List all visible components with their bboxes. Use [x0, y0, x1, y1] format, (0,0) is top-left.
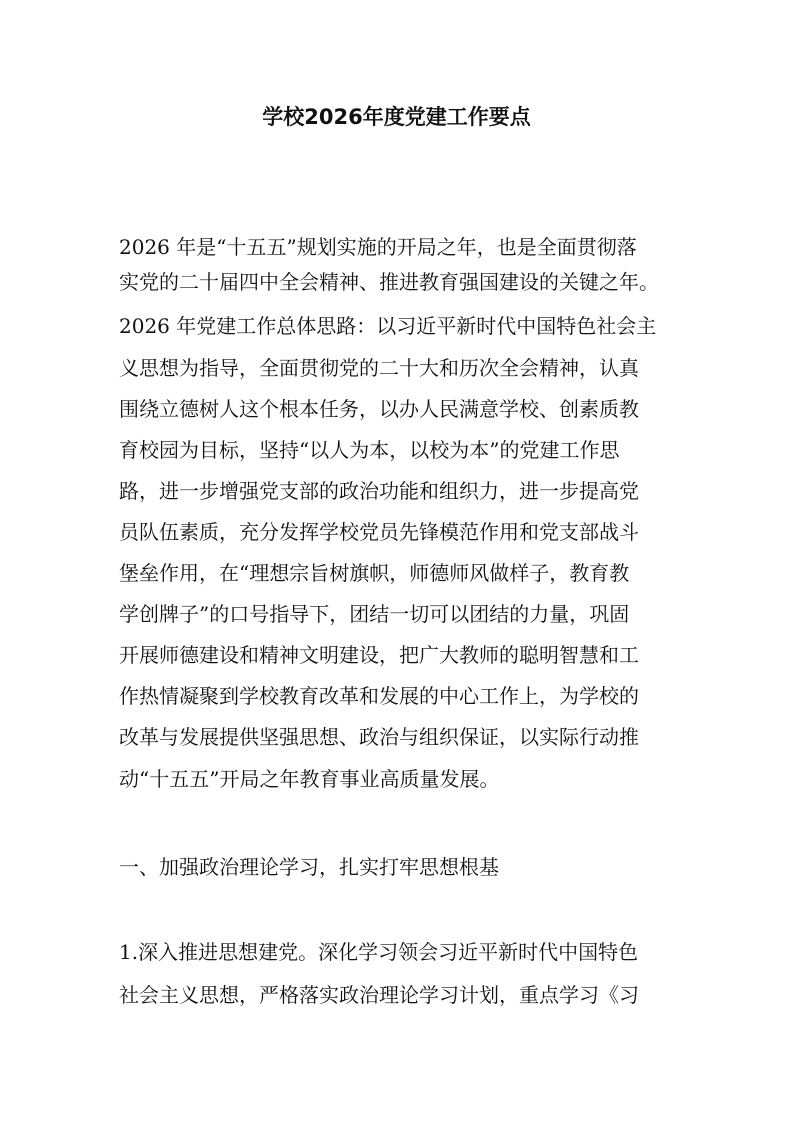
text-line: 育校园为目标，坚持“以人为本，以校为本”的党建工作思	[119, 438, 620, 462]
text-line: 1.深入推进思想建党。深化学习领会习近平新时代中国特色	[119, 940, 639, 964]
text-line: 改革与发展提供坚强思想、政治与组织保证，以实际行动推	[119, 725, 639, 749]
text-line: 开展师德建设和精神文明建设，把广大教师的聪明智慧和工	[119, 643, 639, 667]
text-line: 动“十五五”开局之年教育事业高质量发展。	[119, 767, 500, 791]
text-line: 路，进一步增强党支部的政治功能和组织力，进一步提高党	[119, 479, 639, 503]
text-line: 学创牌子”的口号指导下，团结一切可以团结的力量，巩固	[119, 602, 630, 626]
text-line: 实党的二十届四中全会精神、推进教育强国建设的关键之年。	[119, 270, 659, 294]
text-line: 义思想为指导，全面贯彻党的二十大和历次全会精神，认真	[119, 356, 639, 380]
text-line: 员队伍素质，充分发挥学校党员先锋模范作用和党支部战斗	[119, 520, 639, 544]
text-line: 作热情凝聚到学校教育改革和发展的中心工作上，为学校的	[119, 684, 639, 708]
text-line: 围绕立德树人这个根本任务，以办人民满意学校、创素质教	[119, 397, 639, 421]
text-line: 2026 年党建工作总体思路：以习近平新时代中国特色社会主	[119, 314, 657, 338]
text-line: 社会主义思想，严格落实政治理论学习计划，重点学习《习	[119, 983, 639, 1007]
text-line: 堡垒作用，在“理想宗旨树旗帜，师德师风做样子，教育教	[119, 561, 630, 585]
text-line: 2026 年是“十五五”规划实施的开局之年，也是全面贯彻落	[119, 235, 637, 259]
section-heading: 一、加强政治理论学习，扎实打牢思想根基	[119, 855, 499, 879]
document-title: 学校2026年度党建工作要点	[262, 105, 531, 129]
